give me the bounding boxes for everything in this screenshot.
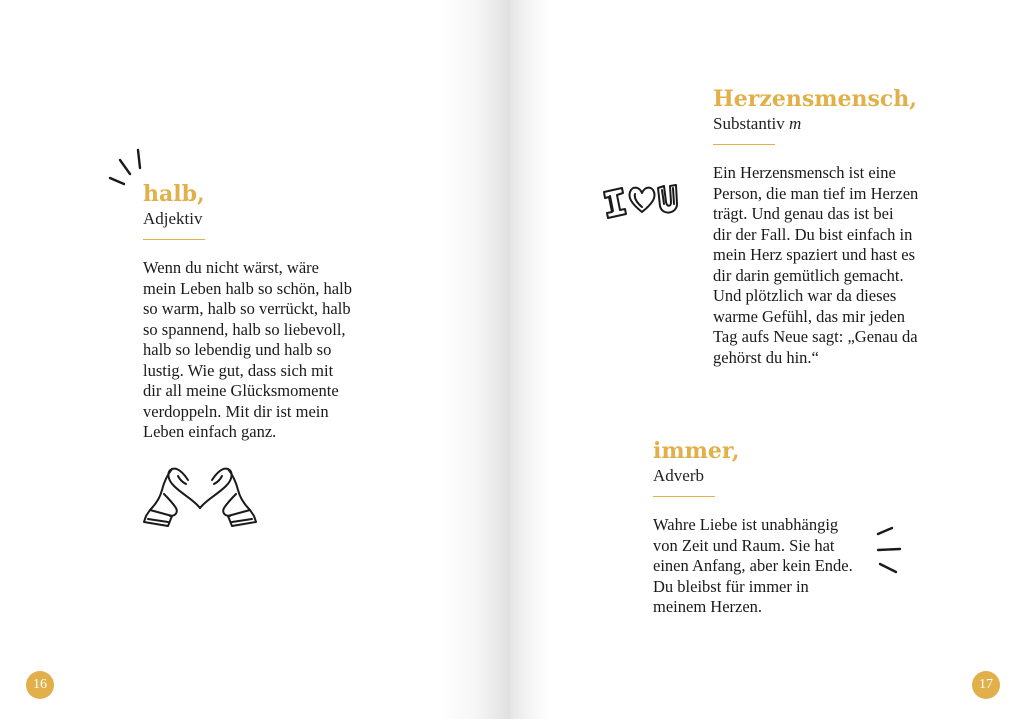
gutter-shadow-left: [440, 0, 510, 719]
sparkle-icon: [874, 526, 904, 574]
definition-text: Ein Herzensmensch ist eine Person, die man tief im Herzen trägt. Und genau das ist bei dir der Fall. Du bist einfach in mein Herz spaziert und hast es dir darin gemütlich gemacht. Und plötzlich war da dieses warme Gefühl, das mir jeden Tag aufs Neue sagt: „Genau da gehörst du hin.“: [713, 163, 919, 367]
headword: Herzensmensch,: [713, 86, 917, 112]
divider: [653, 496, 715, 497]
sparkle-icon: [106, 146, 146, 188]
page-number-left: 16: [26, 671, 54, 699]
part-of-speech: Substantiv m: [713, 114, 802, 133]
entry-halb: [143, 181, 403, 443]
definition-text: Wahre Liebe ist unabhängig von Zeit und Raum. Sie hat einen Anfang, aber kein Ende. Du bleibst für immer in meinem Herzen.: [653, 515, 853, 616]
i-love-u-icon: [602, 180, 678, 222]
headword: halb,: [143, 181, 205, 207]
page-number-right: 17: [972, 671, 1000, 699]
headword: immer,: [653, 438, 740, 464]
part-of-speech: Adverb: [653, 466, 704, 485]
definition-text: Wenn du nicht wärst, wäre mein Leben halb so schön, halb so warm, halb so verrückt, halb so spannend, halb so liebevoll, halb so lebendig und halb so lustig. Wie gut, dass sich mit dir all meine Glücksmomente verdoppeln. Mit dir ist mein Leben einfach ganz.: [143, 258, 352, 441]
divider: [713, 144, 775, 145]
gutter-shadow-right: [510, 0, 550, 719]
entry-herzensmensch: [713, 86, 963, 368]
divider: [143, 239, 205, 240]
part-of-speech: Adjektiv: [143, 209, 203, 228]
gender-marker: m: [789, 114, 802, 133]
right-page: [510, 0, 1020, 719]
entry-immer: [653, 438, 903, 618]
heart-hands-icon: [142, 464, 258, 530]
